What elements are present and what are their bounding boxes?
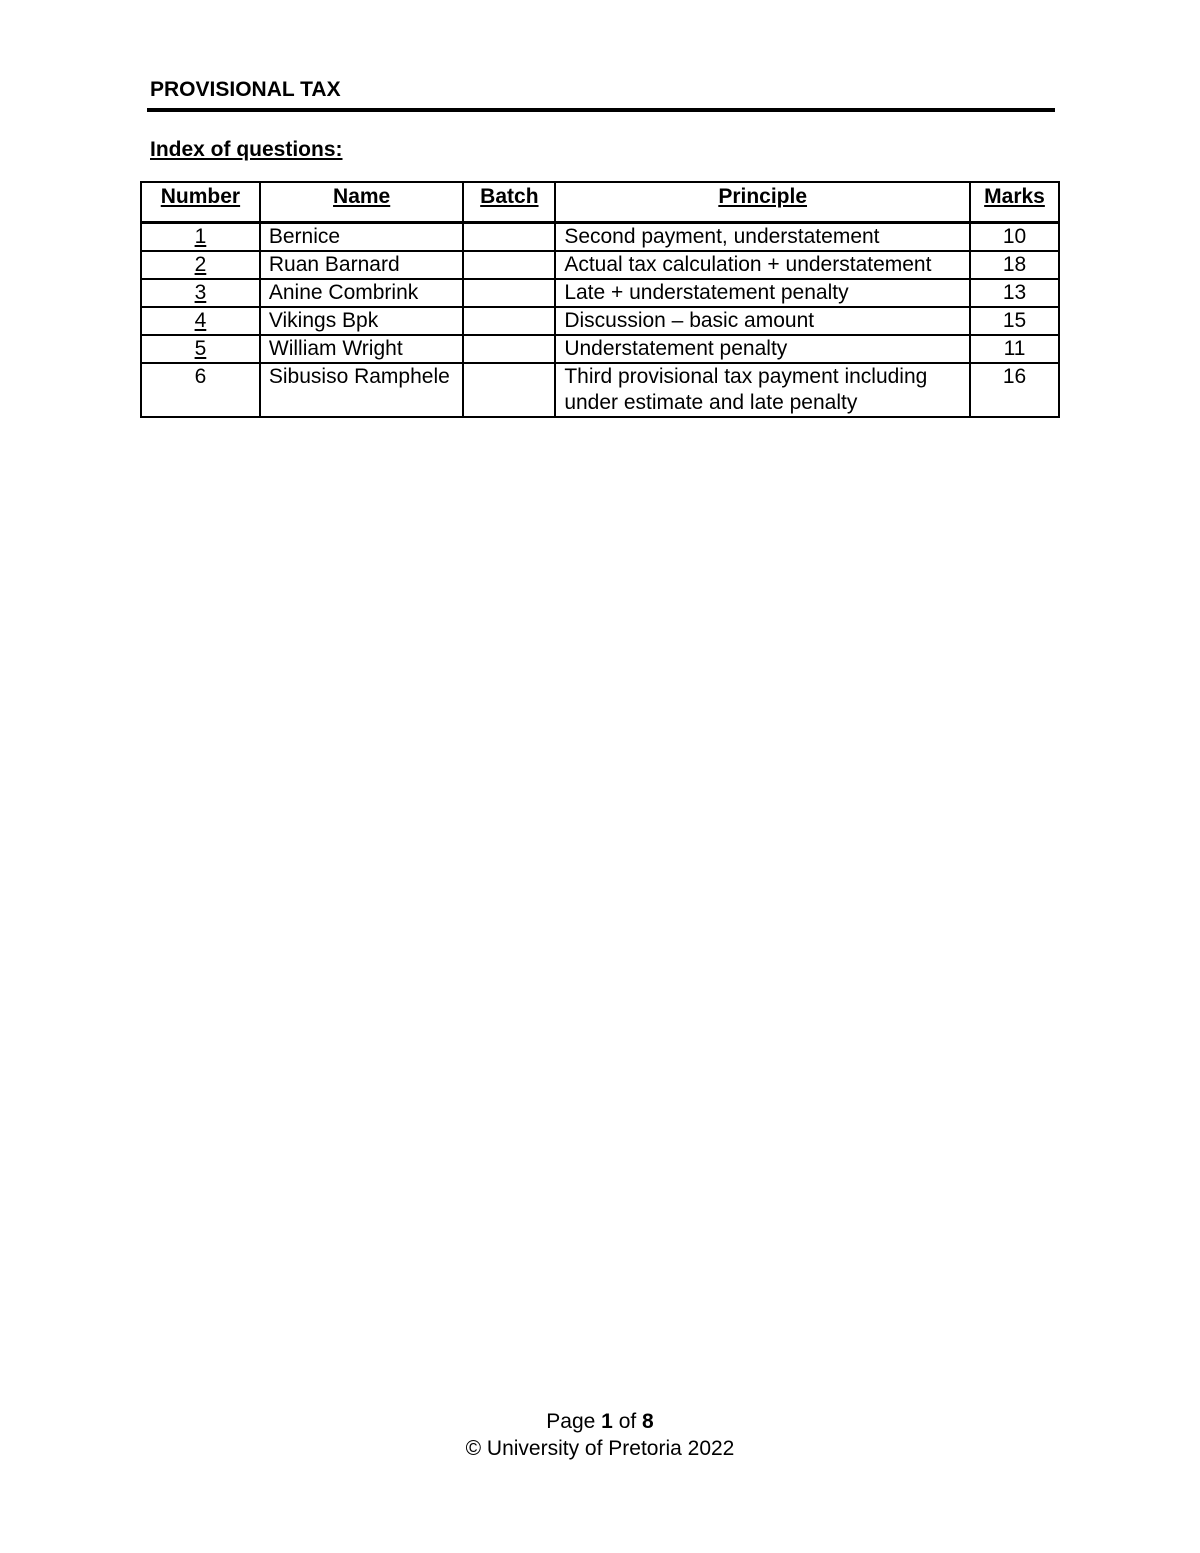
batch-cell	[463, 251, 555, 279]
question-number-cell	[141, 363, 260, 417]
question-number-cell	[141, 335, 260, 363]
batch-cell	[463, 279, 555, 307]
column-header-marks: Marks	[970, 182, 1059, 223]
table-row	[141, 279, 1059, 307]
batch-cell	[463, 335, 555, 363]
question-number-cell	[141, 251, 260, 279]
name-cell: Bernice	[260, 223, 464, 252]
marks-cell: 16	[970, 363, 1059, 417]
principle-cell: Discussion – basic amount	[555, 307, 970, 335]
question-number-link[interactable]: 3	[194, 281, 207, 304]
page-of-label: of	[618, 1410, 637, 1433]
question-number-link[interactable]: 4	[194, 309, 207, 332]
principle-cell: Late + understatement penalty	[555, 279, 970, 307]
copyright-notice: © University of Pretoria 2022	[465, 1437, 735, 1460]
questions-index-table	[140, 181, 1060, 418]
question-number-link[interactable]: 5	[194, 337, 207, 360]
table-row	[141, 363, 1059, 417]
marks-cell: 10	[970, 223, 1059, 252]
batch-cell	[463, 223, 555, 252]
page-number-footer	[0, 1410, 1200, 1434]
question-number-cell	[141, 307, 260, 335]
principle-cell: Second payment, understatement	[555, 223, 970, 252]
table-row	[141, 251, 1059, 279]
table-header-row	[141, 182, 1059, 223]
principle-cell: Third provisional tax payment including under estimate and late penalty	[555, 363, 970, 417]
column-header-number: Number	[141, 182, 260, 223]
marks-cell: 11	[970, 335, 1059, 363]
page-label: Page	[546, 1410, 596, 1433]
column-header-batch: Batch	[463, 182, 555, 223]
marks-cell: 15	[970, 307, 1059, 335]
marks-cell: 18	[970, 251, 1059, 279]
name-cell: Ruan Barnard	[260, 251, 464, 279]
question-number-cell	[141, 223, 260, 252]
document-title: PROVISIONAL TAX	[150, 78, 341, 101]
name-cell: Vikings Bpk	[260, 307, 464, 335]
question-number-link[interactable]: 2	[194, 253, 207, 276]
table-row	[141, 307, 1059, 335]
name-cell: Anine Combrink	[260, 279, 464, 307]
total-page-count: 8	[642, 1410, 654, 1433]
question-number-link[interactable]: 1	[194, 225, 207, 248]
table-row	[141, 223, 1059, 252]
question-number-cell	[141, 279, 260, 307]
marks-cell: 13	[970, 279, 1059, 307]
header-divider	[147, 108, 1055, 112]
index-heading: Index of questions:	[150, 138, 343, 161]
name-cell: William Wright	[260, 335, 464, 363]
current-page-number: 1	[601, 1410, 613, 1433]
question-number: 6	[194, 365, 207, 388]
principle-cell: Understatement penalty	[555, 335, 970, 363]
column-header-principle: Principle	[555, 182, 970, 223]
name-cell: Sibusiso Ramphele	[260, 363, 464, 417]
table-row	[141, 335, 1059, 363]
column-header-name: Name	[260, 182, 464, 223]
batch-cell	[463, 307, 555, 335]
batch-cell	[463, 363, 555, 417]
principle-cell: Actual tax calculation + understatement	[555, 251, 970, 279]
